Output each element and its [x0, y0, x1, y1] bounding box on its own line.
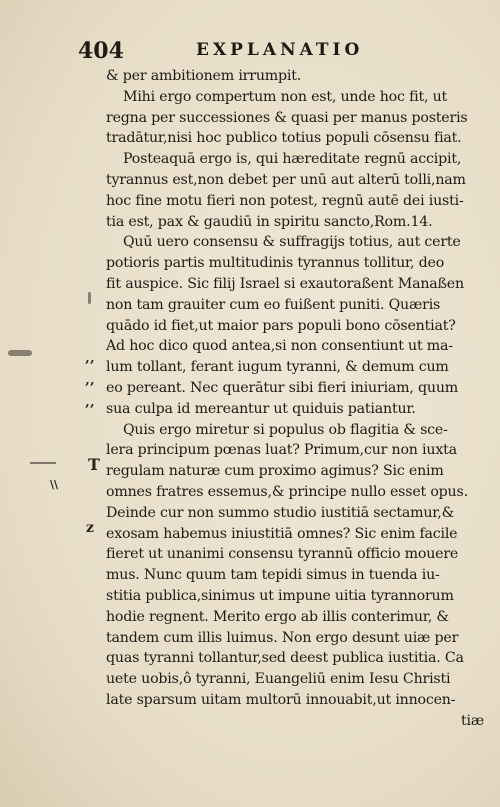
text-line: exosam habemus iniustitiā omnes? Sic enim facile [106, 525, 458, 542]
margin-mark: \\ [50, 478, 59, 491]
margin-mark: ‚‚ [85, 394, 95, 410]
text-line: late sparsum uitam multorū innouabit,ut innocen- [106, 691, 456, 708]
page-header [78, 30, 478, 64]
text-line: quādo id fiet,ut maior pars populi bono cōsentiat? [106, 317, 456, 334]
text-line: regna per successiones & quasi per manus posteris [106, 109, 468, 126]
text-line: lum tollant, ferant iugum tyranni, & demum cum [106, 359, 449, 376]
page-number: 404 [78, 38, 124, 64]
margin-mark: T [88, 455, 100, 474]
text-line: tradātur,nisi hoc publico totius populi cōsensu fiat. [106, 130, 462, 147]
margin-rule [30, 462, 56, 464]
text-line: Ad hoc dico quod antea,si non consentiunt ut ma- [106, 338, 453, 355]
ink-smudge [8, 350, 32, 356]
margin-mark: ‚‚ [85, 372, 95, 388]
text-line: Mihi ergo compertum non est, unde hoc fit, ut [123, 88, 448, 105]
text-line: hodie regnent. Merito ergo ab illis conterimur, & [106, 608, 449, 625]
text-line: Quū uero consensu & suffragijs totius, aut certe [123, 234, 461, 251]
text-line: hoc fine motu fieri non potest, regnū autē dei iusti- [106, 192, 464, 209]
catchword: tiæ [461, 712, 484, 729]
running-head: EXPLANATIO [196, 40, 364, 60]
body-text [106, 66, 484, 732]
text-line: non tam grauiter cum eo fuißent puniti. Quæris [106, 296, 441, 313]
text-line: fieret ut unanimi consensu tyrannū officio mouere [106, 546, 459, 563]
text-line: quas tyranni tollantur,sed deest publica iustitia. Ca [106, 650, 464, 667]
margin-mark: ‚‚ [85, 350, 95, 366]
text-line: mus. Nunc quum tam tepidi simus in tuenda iu- [106, 567, 440, 584]
text-line: tyrannus est,non debet per unū aut alterū tolli,nam [106, 171, 466, 188]
text-line: potioris partis multitudinis tyrannus tollitur, deo [106, 255, 445, 272]
text-line: Deinde cur non summo studio iustitiā sectamur,& [106, 504, 455, 521]
text-line: uete uobis,ô tyranni, Euangeliū enim Iesu Christi [106, 671, 451, 688]
text-line: tia est, pax & gaudiū in spiritu sancto,Rom.14. [106, 213, 433, 230]
text-line: Posteaquā ergo is, qui hæreditate regnū accipit, [123, 151, 462, 168]
text-line: Quis ergo miretur si populus ob flagitia & sce- [123, 421, 448, 438]
text-line: eo pereant. Nec querātur sibi fieri iniuriam, quum [106, 379, 459, 396]
margin-mark: z [86, 520, 94, 536]
text-line: stitia publica,sinimus ut impune uitia tyrannorum [106, 587, 454, 604]
ink-smudge [88, 292, 91, 304]
text-line: tandem cum illis luimus. Non ergo desunt uiæ per [106, 629, 459, 646]
text-line: fit auspice. Sic filij Israel si exautoraßent Manaßen [106, 275, 464, 292]
text-line: lera principum pœnas luat? Primum,cur non iuxta [106, 442, 457, 459]
text-line: & per ambitionem irrumpit. [106, 68, 302, 84]
text-line: sua culpa id mereantur ut quiduis patiantur. [106, 400, 416, 417]
text-line: omnes fratres essemus,& principe nullo esset opus. [106, 483, 468, 500]
text-line: regulam naturæ cum proximo agimus? Sic enim [106, 463, 444, 480]
